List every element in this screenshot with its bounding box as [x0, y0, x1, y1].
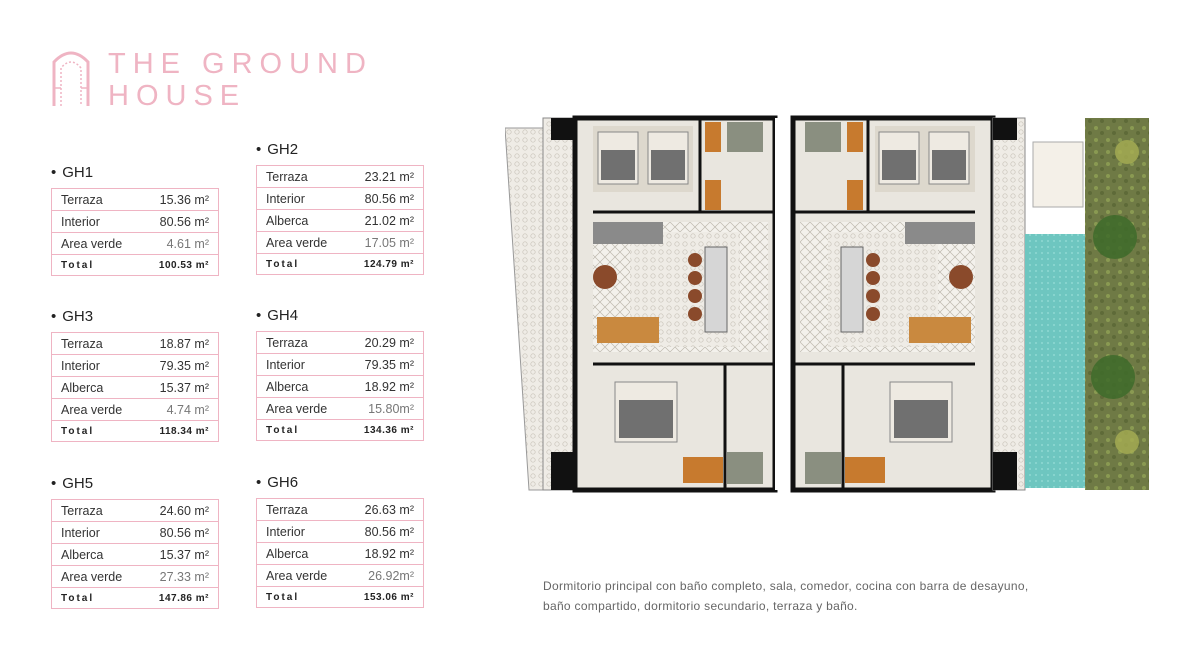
- arch-logo-icon: [52, 48, 90, 108]
- unit-gh1: • GH1 Terraza 15.36 m² Interior 80.56 m² Area verde 4.61 m² Total 100.53 m²: [51, 162, 221, 276]
- unit-gh5: • GH5 Terraza 24.60 m² Interior 80.56 m² Alberca 15.37 m² Area verde 27.33 m² Total 147.86 m²: [51, 473, 221, 609]
- table-row: Terraza 15.36 m²: [52, 189, 219, 211]
- table-row: Terraza 26.63 m²: [257, 499, 424, 521]
- table-row: Alberca 21.02 m²: [257, 210, 424, 232]
- brand-line-2: HOUSE: [108, 80, 247, 112]
- unit-gh2: • GH2 Terraza 23.21 m² Interior 80.56 m² Alberca 21.02 m² Area verde 17.05 m² Total 124.79 m²: [256, 139, 426, 275]
- table-row: Area verde 26.92m²: [257, 565, 424, 587]
- unit-name: GH6: [267, 474, 299, 491]
- table-row: Interior 79.35 m²: [52, 355, 219, 377]
- unit-name: GH3: [62, 308, 94, 325]
- table-row: Alberca 15.37 m²: [52, 377, 219, 399]
- table-row: Terraza 23.21 m²: [257, 166, 424, 188]
- area-table: [256, 498, 424, 608]
- description-line-2: baño compartido, dormitorio secundario, terraza y baño.: [543, 599, 858, 613]
- floor-plan-image: [505, 112, 1155, 496]
- unit-name: GH5: [62, 475, 94, 492]
- table-row: Alberca 18.92 m²: [257, 543, 424, 565]
- table-row: Area verde 27.33 m²: [52, 566, 219, 588]
- unit-gh6: • GH6 Terraza 26.63 m² Interior 80.56 m² Alberca 18.92 m² Area verde 26.92m² Total 153.06 m²: [256, 472, 426, 608]
- table-row: Terraza 18.87 m²: [52, 333, 219, 355]
- unit-name: GH4: [267, 307, 299, 324]
- table-row: Area verde 4.74 m²: [52, 399, 219, 421]
- table-row: Alberca 18.92 m²: [257, 376, 424, 398]
- total-row: Total 147.86 m²: [61, 592, 209, 604]
- area-table: [256, 165, 424, 275]
- unit-name: GH1: [62, 164, 94, 181]
- total-row: Total 124.79 m²: [266, 258, 414, 270]
- table-row: Interior 80.56 m²: [257, 521, 424, 543]
- total-row: Total 134.36 m²: [266, 424, 414, 436]
- total-row: Total 100.53 m²: [61, 259, 209, 271]
- total-row: Total 153.06 m²: [266, 591, 414, 603]
- unit-description: [543, 576, 1103, 616]
- description-line-1: Dormitorio principal con baño completo, sala, comedor, cocina con barra de desayuno,: [543, 579, 1029, 593]
- table-row: Interior 79.35 m²: [257, 354, 424, 376]
- unit-gh4: • GH4 Terraza 20.29 m² Interior 79.35 m² Alberca 18.92 m² Area verde 15.80m² Total 134.36 m²: [256, 305, 426, 441]
- table-row: Terraza 20.29 m²: [257, 332, 424, 354]
- table-row: Interior 80.56 m²: [52, 522, 219, 544]
- unit-name: GH2: [267, 141, 299, 158]
- brand-line-1: THE GROUND: [108, 48, 373, 80]
- table-row: Interior 80.56 m²: [257, 188, 424, 210]
- table-row: Area verde 15.80m²: [257, 398, 424, 420]
- area-table: [51, 499, 219, 609]
- table-row: Interior 80.56 m²: [52, 211, 219, 233]
- unit-gh3: • GH3 Terraza 18.87 m² Interior 79.35 m² Alberca 15.37 m² Area verde 4.74 m² Total 118.34 m²: [51, 306, 221, 442]
- total-row: Total 118.34 m²: [61, 425, 209, 437]
- brand-name: [108, 48, 373, 112]
- table-row: Alberca 15.37 m²: [52, 544, 219, 566]
- table-row: Area verde 17.05 m²: [257, 232, 424, 254]
- table-row: Area verde 4.61 m²: [52, 233, 219, 255]
- area-table: [51, 188, 219, 276]
- area-table: [256, 331, 424, 441]
- area-table: [51, 332, 219, 442]
- table-row: Terraza 24.60 m²: [52, 500, 219, 522]
- brand-logo: [52, 48, 432, 110]
